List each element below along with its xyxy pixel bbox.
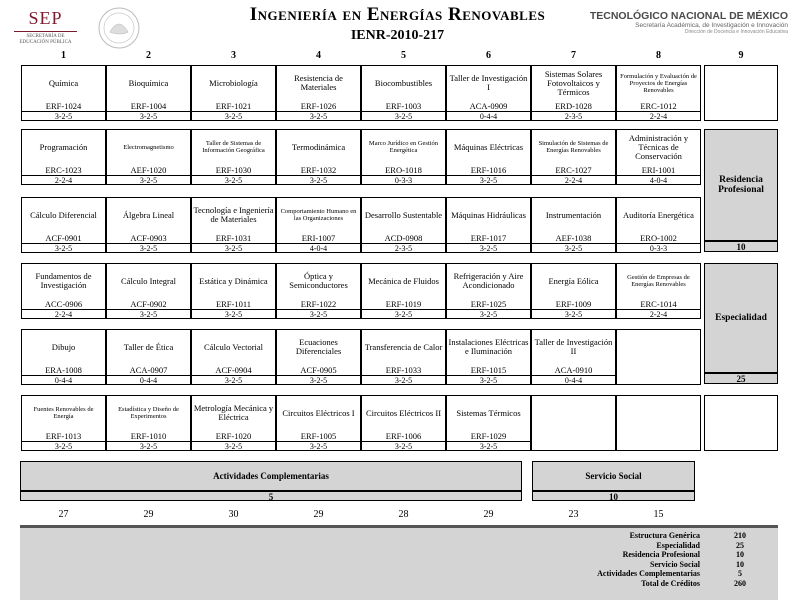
course-card: [361, 197, 446, 253]
course-hours: 3-2-5: [362, 441, 445, 452]
sep-text: SEP: [28, 8, 63, 28]
summary-value: 5: [738, 569, 742, 579]
course-hours: 3-2-5: [447, 175, 530, 186]
course-hours: 3-2-5: [362, 375, 445, 386]
semester-number: 5: [401, 50, 406, 61]
course-code: ACF-0902: [130, 299, 167, 309]
course-card: [531, 263, 616, 319]
course-hours: 3-2-5: [192, 309, 275, 320]
course-name: Taller de Ética: [123, 341, 174, 352]
tecnm-logo: [560, 10, 788, 35]
course-hours: 3-2-5: [532, 243, 615, 254]
course-code: ERC-1027: [555, 165, 592, 175]
course-name: Resistencia de Materiales: [294, 73, 343, 92]
course-card: [191, 197, 276, 253]
course-card: [21, 329, 106, 385]
course-code: ERF-1011: [215, 299, 252, 309]
course-card: [616, 197, 701, 253]
course-card: [616, 65, 701, 121]
summary-row: [20, 569, 778, 578]
empty-course-slot: [616, 395, 701, 451]
course-name: Termodinámica: [291, 141, 346, 152]
course-card: [361, 65, 446, 121]
course-name: Estadística y Diseño de Experimentos: [118, 406, 179, 420]
course-hours: 3-2-5: [447, 243, 530, 254]
course-code: ACF-0901: [45, 233, 82, 243]
course-card: [191, 65, 276, 121]
course-code: ACF-0904: [215, 365, 252, 375]
actividades-credits: 5: [20, 491, 522, 501]
course-name: Formulación y Evaluación de Proyectos de Energías Renovables: [620, 72, 697, 94]
course-code: ERF-1032: [300, 165, 337, 175]
course-code: ERF-1005: [300, 431, 337, 441]
course-hours: 3-2-5: [532, 309, 615, 320]
course-hours: 2-2-4: [617, 309, 700, 320]
course-card: [446, 329, 531, 385]
course-code: AEF-1038: [555, 233, 592, 243]
course-name: Ecuaciones Diferenciales: [295, 337, 342, 356]
summary-value: 260: [734, 579, 746, 588]
course-code: ERF-1022: [300, 299, 337, 309]
course-code: ERF-1009: [555, 299, 592, 309]
course-name: Transferencia de Calor: [364, 341, 443, 352]
course-name: Taller de Investigación I: [449, 73, 528, 92]
course-code: ERO-1002: [640, 233, 677, 243]
course-hours: 3-2-5: [22, 441, 105, 452]
course-code: ACF-0905: [300, 365, 337, 375]
course-hours: 3-2-5: [277, 375, 360, 386]
course-name: Electromagnetismo: [123, 143, 174, 151]
course-card: [106, 329, 191, 385]
course-hours: 3-2-5: [192, 375, 275, 386]
summary-label: Especialidad: [656, 540, 700, 550]
course-code: ERC-1014: [640, 299, 677, 309]
course-name: Taller de Sistemas de Información Geográfica: [202, 140, 265, 154]
course-hours: 3-2-5: [107, 111, 190, 122]
course-hours: 3-2-5: [107, 175, 190, 186]
course-card: [361, 263, 446, 319]
course-card: [446, 65, 531, 121]
course-card: [446, 263, 531, 319]
course-code: ACA-0907: [129, 365, 168, 375]
course-card: [616, 129, 701, 185]
course-hours: 0-3-3: [362, 175, 445, 186]
course-code: ERF-1029: [470, 431, 507, 441]
course-name: Máquinas Eléctricas: [453, 141, 524, 152]
course-card: [191, 263, 276, 319]
course-card: [276, 197, 361, 253]
course-hours: 3-2-5: [192, 175, 275, 186]
especialidad-block: Especialidad: [704, 263, 778, 373]
tecnm-sub2: Dirección de Docencia e Innovación Educativa: [684, 29, 788, 35]
especialidad-credits: 25: [704, 373, 778, 384]
semester-credit-total: 29: [483, 509, 494, 520]
course-code: ERF-1017: [470, 233, 507, 243]
course-hours: 4-0-4: [617, 175, 700, 186]
course-name: Energía Eólica: [548, 275, 599, 286]
course-code: ERC-1012: [640, 101, 677, 111]
semester-number: 4: [316, 50, 321, 61]
course-code: ERF-1006: [385, 431, 422, 441]
mexico-seal-icon: [96, 6, 142, 50]
course-hours: 3-2-5: [277, 441, 360, 452]
course-card: [531, 129, 616, 185]
course-card: [361, 395, 446, 451]
course-code: ERF-1019: [385, 299, 422, 309]
course-name: Administración y Técnicas de Conservación: [628, 132, 689, 161]
course-hours: 2-2-4: [617, 111, 700, 122]
summary-label: Actividades Complementarias: [597, 569, 700, 579]
semester-number: 9: [738, 50, 744, 61]
residencia-block: Residencia Profesional: [704, 129, 778, 241]
course-code: ERF-1010: [130, 431, 167, 441]
course-hours: 2-3-5: [532, 111, 615, 122]
course-card: [191, 129, 276, 185]
semester-credit-total: 29: [143, 509, 154, 520]
course-name: Bioquímica: [128, 77, 169, 88]
course-hours: 0-4-4: [22, 375, 105, 386]
course-name: Gestión de Empresas de Energías Renovables: [627, 274, 690, 288]
course-name: Mecánica de Fluidos: [368, 275, 439, 286]
empty-slot: [704, 395, 778, 451]
course-hours: 2-3-5: [362, 243, 445, 254]
course-hours: 0-3-3: [617, 243, 700, 254]
course-code: ACA-0910: [554, 365, 593, 375]
course-name: Circuitos Eléctricos I: [282, 407, 355, 418]
course-card: [191, 329, 276, 385]
course-code: ERF-1003: [385, 101, 422, 111]
summary-row: [20, 531, 778, 540]
course-hours: 3-2-5: [107, 441, 190, 452]
course-name: Comportamiento Humano en las Organizaciones: [280, 208, 357, 222]
course-name: Circuitos Eléctricos II: [365, 407, 442, 418]
course-card: [616, 263, 701, 319]
course-code: ERF-1016: [470, 165, 507, 175]
course-code: ERF-1015: [470, 365, 507, 375]
course-code: ERF-1031: [215, 233, 252, 243]
course-hours: 3-2-5: [192, 111, 275, 122]
course-hours: 3-2-5: [362, 111, 445, 122]
course-code: ERF-1026: [300, 101, 337, 111]
summary-label: Residencia Profesional: [622, 550, 700, 560]
course-name: Cálculo Vectorial: [203, 341, 264, 352]
course-card: [106, 197, 191, 253]
course-name: Refrigeración y Aire Acondicionado: [453, 271, 524, 290]
empty-course-slot: [531, 395, 616, 451]
course-hours: 3-2-5: [22, 243, 105, 254]
semester-number: 1: [61, 50, 66, 61]
course-name: Marco Jurídico en Gestión Energética: [368, 140, 439, 154]
course-code: ACA-0909: [469, 101, 508, 111]
semester-credit-total: 15: [653, 509, 664, 520]
course-card: [446, 197, 531, 253]
course-hours: 0-4-4: [532, 375, 615, 386]
course-code: ERI-1007: [301, 233, 336, 243]
course-hours: 3-2-5: [447, 441, 530, 452]
course-card: [276, 329, 361, 385]
course-name: Auditoría Energética: [623, 209, 694, 220]
course-card: [106, 263, 191, 319]
course-name: Taller de Investigación II: [534, 337, 613, 356]
course-code: ACD-0908: [384, 233, 423, 243]
course-code: ERF-1004: [130, 101, 167, 111]
semester-credit-total: 28: [398, 509, 409, 520]
servicio-block: Servicio Social: [532, 461, 695, 491]
course-hours: 3-2-5: [362, 309, 445, 320]
sep-logo: [8, 8, 83, 48]
course-card: [106, 395, 191, 451]
tecnm-sub: Secretaría Académica, de Investigación e Innovación: [635, 22, 788, 29]
course-code: ERF-1030: [215, 165, 252, 175]
summary-row: [20, 560, 778, 569]
course-card: [276, 65, 361, 121]
tecnm-title: TECNOLÓGICO NACIONAL DE MÉXICO: [589, 10, 788, 22]
page-title: Ingeniería en Energías Renovables: [249, 4, 546, 25]
course-hours: 3-2-5: [277, 111, 360, 122]
course-card: [21, 197, 106, 253]
course-code: ERF-1021: [215, 101, 252, 111]
course-name: Estática y Dinámica: [199, 275, 268, 286]
course-code: ERF-1020: [215, 431, 252, 441]
course-name: Metrología Mecánica y Eléctrica: [193, 403, 274, 422]
course-name: Microbiología: [209, 77, 258, 88]
course-card: [276, 263, 361, 319]
summary-value: 10: [736, 550, 744, 560]
empty-course-slot: [616, 329, 701, 385]
course-hours: 2-2-4: [532, 175, 615, 186]
summary-row: [20, 541, 778, 550]
course-code: ERI-1001: [641, 165, 676, 175]
course-name: Programación: [39, 141, 88, 152]
course-name: Fundamentos de Investigación: [35, 271, 92, 290]
course-name: Álgebra Lineal: [122, 209, 175, 220]
semester-number: 3: [231, 50, 236, 61]
course-hours: 3-2-5: [277, 309, 360, 320]
course-card: [106, 129, 191, 185]
residencia-credits: 10: [704, 241, 778, 252]
course-code: ERC-1023: [45, 165, 82, 175]
summary-value: 210: [734, 531, 746, 540]
course-hours: 3-2-5: [107, 309, 190, 320]
semester-credit-total: 29: [313, 509, 324, 520]
course-name: Sistemas Térmicos: [456, 407, 521, 418]
semester-number: 6: [486, 50, 491, 61]
course-card: [276, 129, 361, 185]
course-hours: 3-2-5: [277, 175, 360, 186]
course-code: ERF-1025: [470, 299, 507, 309]
course-hours: 3-2-5: [192, 441, 275, 452]
summary-label: Servicio Social: [650, 559, 700, 569]
course-card: [276, 395, 361, 451]
course-code: ACC-0906: [44, 299, 83, 309]
course-code: ERO-1018: [385, 165, 422, 175]
summary-value: 10: [736, 559, 744, 569]
course-hours: 3-2-5: [447, 309, 530, 320]
course-card: [21, 129, 106, 185]
course-card: [446, 129, 531, 185]
course-card: [361, 129, 446, 185]
course-code: ERF-1033: [385, 365, 422, 375]
course-code: ERA-1008: [45, 365, 82, 375]
course-code: ACF-0903: [130, 233, 167, 243]
course-hours: 2-2-4: [22, 175, 105, 186]
course-code: ERF-1024: [45, 101, 82, 111]
course-hours: 3-2-5: [192, 243, 275, 254]
course-card: [531, 65, 616, 121]
course-name: Dibujo: [51, 341, 76, 352]
course-hours: 3-2-5: [22, 111, 105, 122]
sep-sub-2: EDUCACIÓN PÚBLICA: [19, 40, 72, 45]
course-hours: 3-2-5: [447, 375, 530, 386]
course-card: [21, 263, 106, 319]
semester-credit-total: 23: [568, 509, 579, 520]
course-name: Cálculo Diferencial: [30, 209, 97, 220]
summary-label: Total de Créditos: [641, 579, 700, 588]
semester-credit-total: 27: [58, 509, 69, 520]
course-card: [446, 395, 531, 451]
course-hours: 3-2-5: [107, 243, 190, 254]
course-card: [106, 65, 191, 121]
summary-label: Estructura Genérica: [629, 531, 700, 540]
empty-slot: [704, 65, 778, 121]
course-name: Sistemas Solares Fotovoltaicos y Térmicos: [544, 68, 603, 97]
course-card: [361, 329, 446, 385]
semester-credit-total: 30: [228, 509, 239, 520]
course-name: Máquinas Hidráulicas: [451, 209, 526, 220]
course-code: ERD-1028: [555, 101, 592, 111]
summary-row: [20, 579, 778, 588]
servicio-credits: 10: [532, 491, 695, 501]
course-name: Biocombustibles: [374, 77, 433, 88]
course-name: Simulación de Sistemas de Energías Renovables: [538, 140, 609, 154]
credit-summary: [20, 528, 778, 600]
course-name: Cálculo Integral: [121, 275, 176, 286]
course-name: Óptica y Semiconductores: [289, 271, 348, 290]
course-hours: 4-0-4: [277, 243, 360, 254]
plan-code: IENR-2010-217: [350, 28, 445, 43]
semester-number: 7: [571, 50, 576, 61]
course-card: [191, 395, 276, 451]
course-code: ERF-1013: [45, 431, 82, 441]
actividades-block: Actividades Complementarias: [20, 461, 522, 491]
summary-row: [20, 550, 778, 559]
course-hours: 0-4-4: [107, 375, 190, 386]
course-name: Instrumentación: [545, 209, 602, 220]
course-card: [531, 197, 616, 253]
course-hours: 0-4-4: [447, 111, 530, 122]
course-name: Química: [48, 77, 79, 88]
course-name: Desarrollo Sustentable: [364, 209, 443, 220]
sep-sub-1: SECRETARÍA DE: [26, 34, 65, 39]
course-name: Fuentes Renovables de Energía: [33, 406, 94, 420]
course-card: [531, 329, 616, 385]
course-code: AEF-1020: [130, 165, 167, 175]
semester-number: 8: [656, 50, 661, 61]
semester-number: 2: [146, 50, 151, 61]
course-hours: 2-2-4: [22, 309, 105, 320]
course-card: [21, 65, 106, 121]
course-name: Instalaciones Eléctricas e Iluminación: [448, 337, 529, 356]
course-name: Tecnología e Ingeniería de Materiales: [193, 205, 274, 224]
summary-value: 25: [736, 540, 744, 550]
course-card: [21, 395, 106, 451]
